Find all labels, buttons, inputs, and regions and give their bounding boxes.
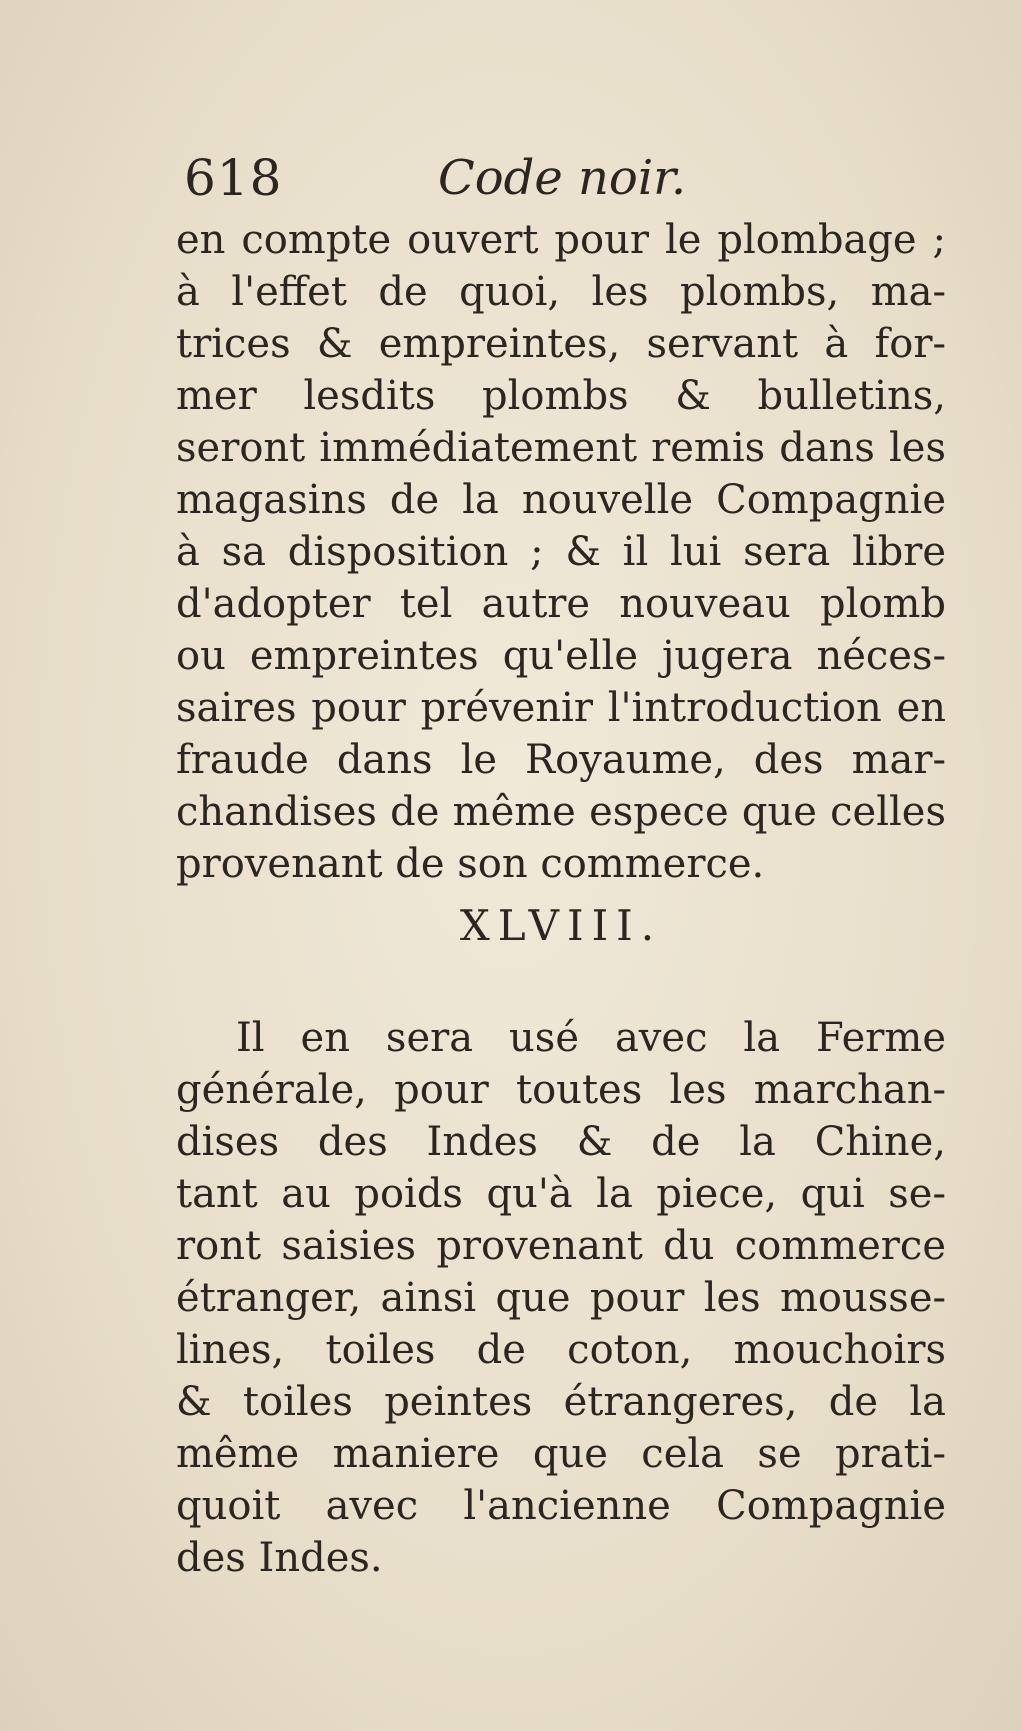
text-line: provenant de son commerce. (176, 841, 765, 887)
text-line: étranger, ainsi que pour les mousse- (176, 1275, 946, 1321)
text-line: à sa disposition ; & il lui sera libre (176, 529, 946, 575)
text-line: à l'effet de quoi, les plombs, ma- (176, 269, 946, 315)
text-line: générale, pour toutes les marchan- (176, 1067, 946, 1113)
running-title: Code noir. (438, 150, 687, 206)
text-line: en compte ouvert pour le plombage ; (176, 217, 946, 263)
text-line: trices & empreintes, servant à for- (176, 321, 946, 367)
text-line: dises des Indes & de la Chine, (176, 1119, 946, 1165)
text-line: & toiles peintes étrangeres, de la (176, 1379, 946, 1425)
text-line: d'adopter tel autre nouveau plomb (176, 581, 946, 627)
page-header (176, 148, 956, 218)
article-text (176, 1012, 946, 1584)
text-line: tant au poids qu'à la piece, qui se- (176, 1171, 946, 1217)
text-line: quoit avec l'ancienne Compagnie (176, 1483, 946, 1529)
paragraph-text (176, 214, 946, 890)
text-line: chandises de même espece que celles (176, 789, 946, 835)
text-line: saires pour prévenir l'introduction en (176, 685, 946, 731)
text-line: mer lesdits plombs & bulletins, (176, 373, 946, 419)
text-line: Il en sera usé avec la Ferme (236, 1015, 946, 1061)
text-line: ou empreintes qu'elle jugera néces- (176, 633, 946, 679)
article-heading: XLVIII. (459, 901, 663, 950)
text-line: fraude dans le Royaume, des mar- (176, 737, 946, 783)
text-line: lines, toiles de coton, mouchoirs (176, 1327, 946, 1373)
text-line: des Indes. (176, 1535, 383, 1581)
text-line: magasins de la nouvelle Compagnie (176, 477, 946, 523)
page-number: 618 (184, 149, 283, 207)
text-line: même maniere que cela se prati- (176, 1431, 946, 1477)
text-line: seront immédiatement remis dans les (176, 425, 946, 471)
text-line: ront saisies provenant du commerce (176, 1223, 946, 1269)
